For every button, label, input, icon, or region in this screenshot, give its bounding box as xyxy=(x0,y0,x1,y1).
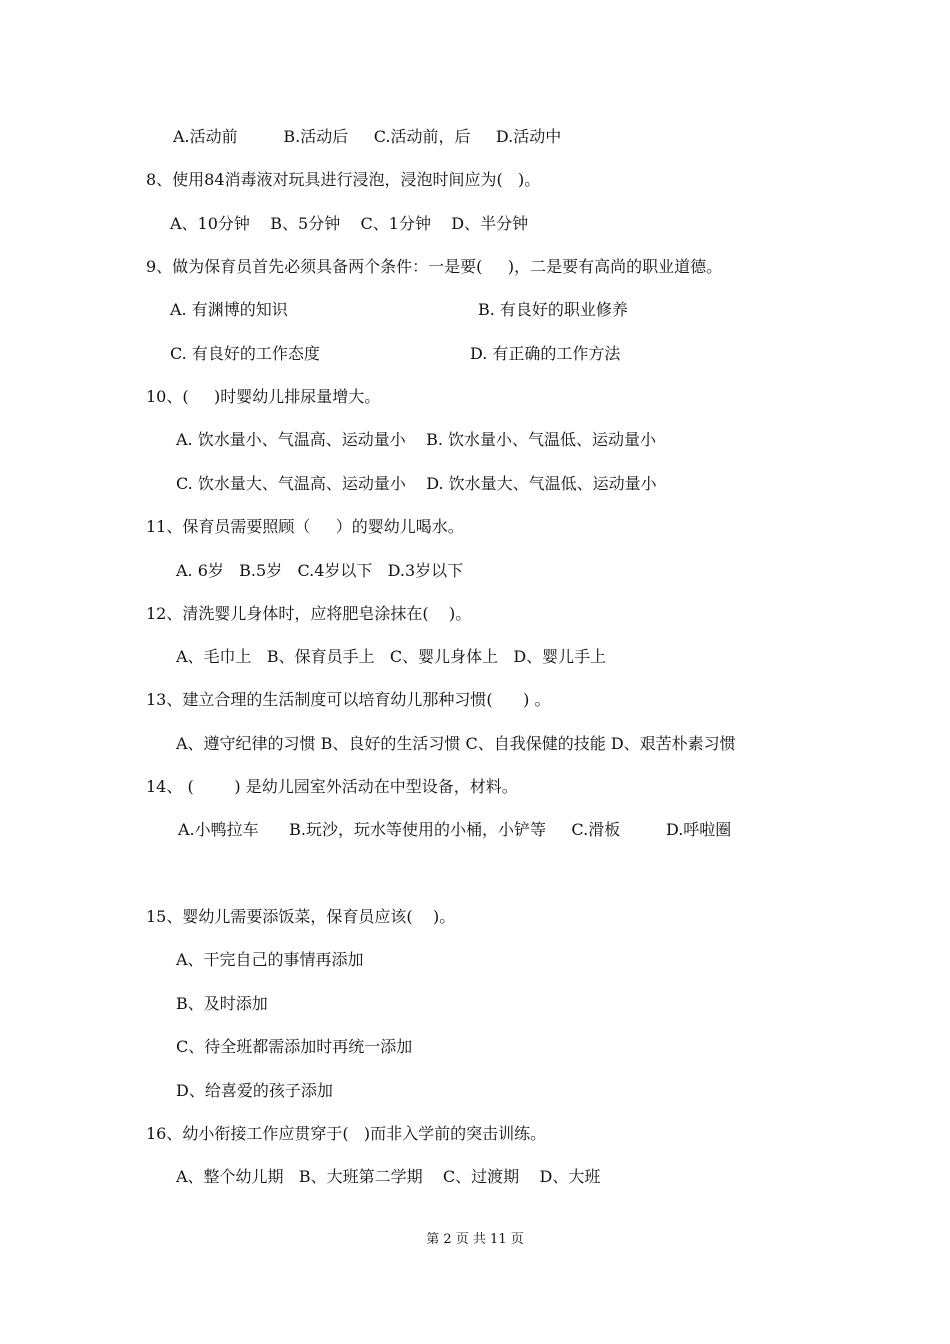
q8-stem: 8、使用84消毒液对玩具进行浸泡，浸泡时间应为( )。 xyxy=(146,170,541,189)
q9-option-a: A. 有渊博的知识 xyxy=(170,300,288,319)
q14-options: A.小鸭拉车 B.玩沙，玩水等使用的小桶，小铲等 C.滑板 D.呼啦圈 xyxy=(178,820,732,839)
page-footer: 第 2 页 共 11 页 xyxy=(426,1232,524,1247)
q9-stem: 9、做为保育员首先必须具备两个条件：一是要( )，二是要有高尚的职业道德。 xyxy=(146,257,723,276)
q13-stem: 13、建立合理的生活制度可以培育幼儿那种习惯( ) 。 xyxy=(146,690,551,709)
q15-stem: 15、婴幼儿需要添饭菜，保育员应该( )。 xyxy=(146,907,456,926)
q15-option-b: B、及时添加 xyxy=(176,994,268,1013)
q12-stem: 12、清洗婴儿身体时，应将肥皂涂抹在( )。 xyxy=(146,604,472,623)
q16-stem: 16、幼小衔接工作应贯穿于( )而非入学前的突击训练。 xyxy=(146,1124,547,1143)
q8-options: A、10分钟 B、5分钟 C、1分钟 D、半分钟 xyxy=(170,214,529,233)
q15-option-a: A、干完自己的事情再添加 xyxy=(176,950,364,969)
q10-options-cd: C. 饮水量大、气温高、运动量小 D. 饮水量大、气温低、运动量小 xyxy=(176,474,657,493)
q10-options-ab: A. 饮水量小、气温高、运动量小 B. 饮水量小、气温低、运动量小 xyxy=(176,430,657,449)
q16-options: A、整个幼儿期 B、大班第二学期 C、过渡期 D、大班 xyxy=(176,1167,601,1186)
q15-option-d: D、给喜爱的孩子添加 xyxy=(176,1081,333,1100)
q11-stem: 11、保育员需要照顾（ ）的婴幼儿喝水。 xyxy=(146,517,464,536)
q14-stem: 14、 ( ) 是幼儿园室外活动在中型设备，材料。 xyxy=(146,777,518,796)
q11-options: A. 6岁 B.5岁 C.4岁以下 D.3岁以下 xyxy=(176,561,464,580)
q7-options: A.活动前 B.活动后 C.活动前，后 D.活动中 xyxy=(173,127,562,146)
q9-option-d: D. 有正确的工作方法 xyxy=(470,344,621,363)
q10-stem: 10、( )时婴幼儿排尿量增大。 xyxy=(146,387,381,406)
q9-option-c: C. 有良好的工作态度 xyxy=(170,344,320,363)
q9-option-b: B. 有良好的职业修养 xyxy=(478,300,628,319)
q12-options: A、毛巾上 B、保育员手上 C、婴儿身体上 D、婴儿手上 xyxy=(176,647,607,666)
q15-option-c: C、待全班都需添加时再统一添加 xyxy=(176,1037,413,1056)
q13-options: A、遵守纪律的习惯 B、良好的生活习惯 C、自我保健的技能 D、艰苦朴素习惯 xyxy=(176,734,736,753)
